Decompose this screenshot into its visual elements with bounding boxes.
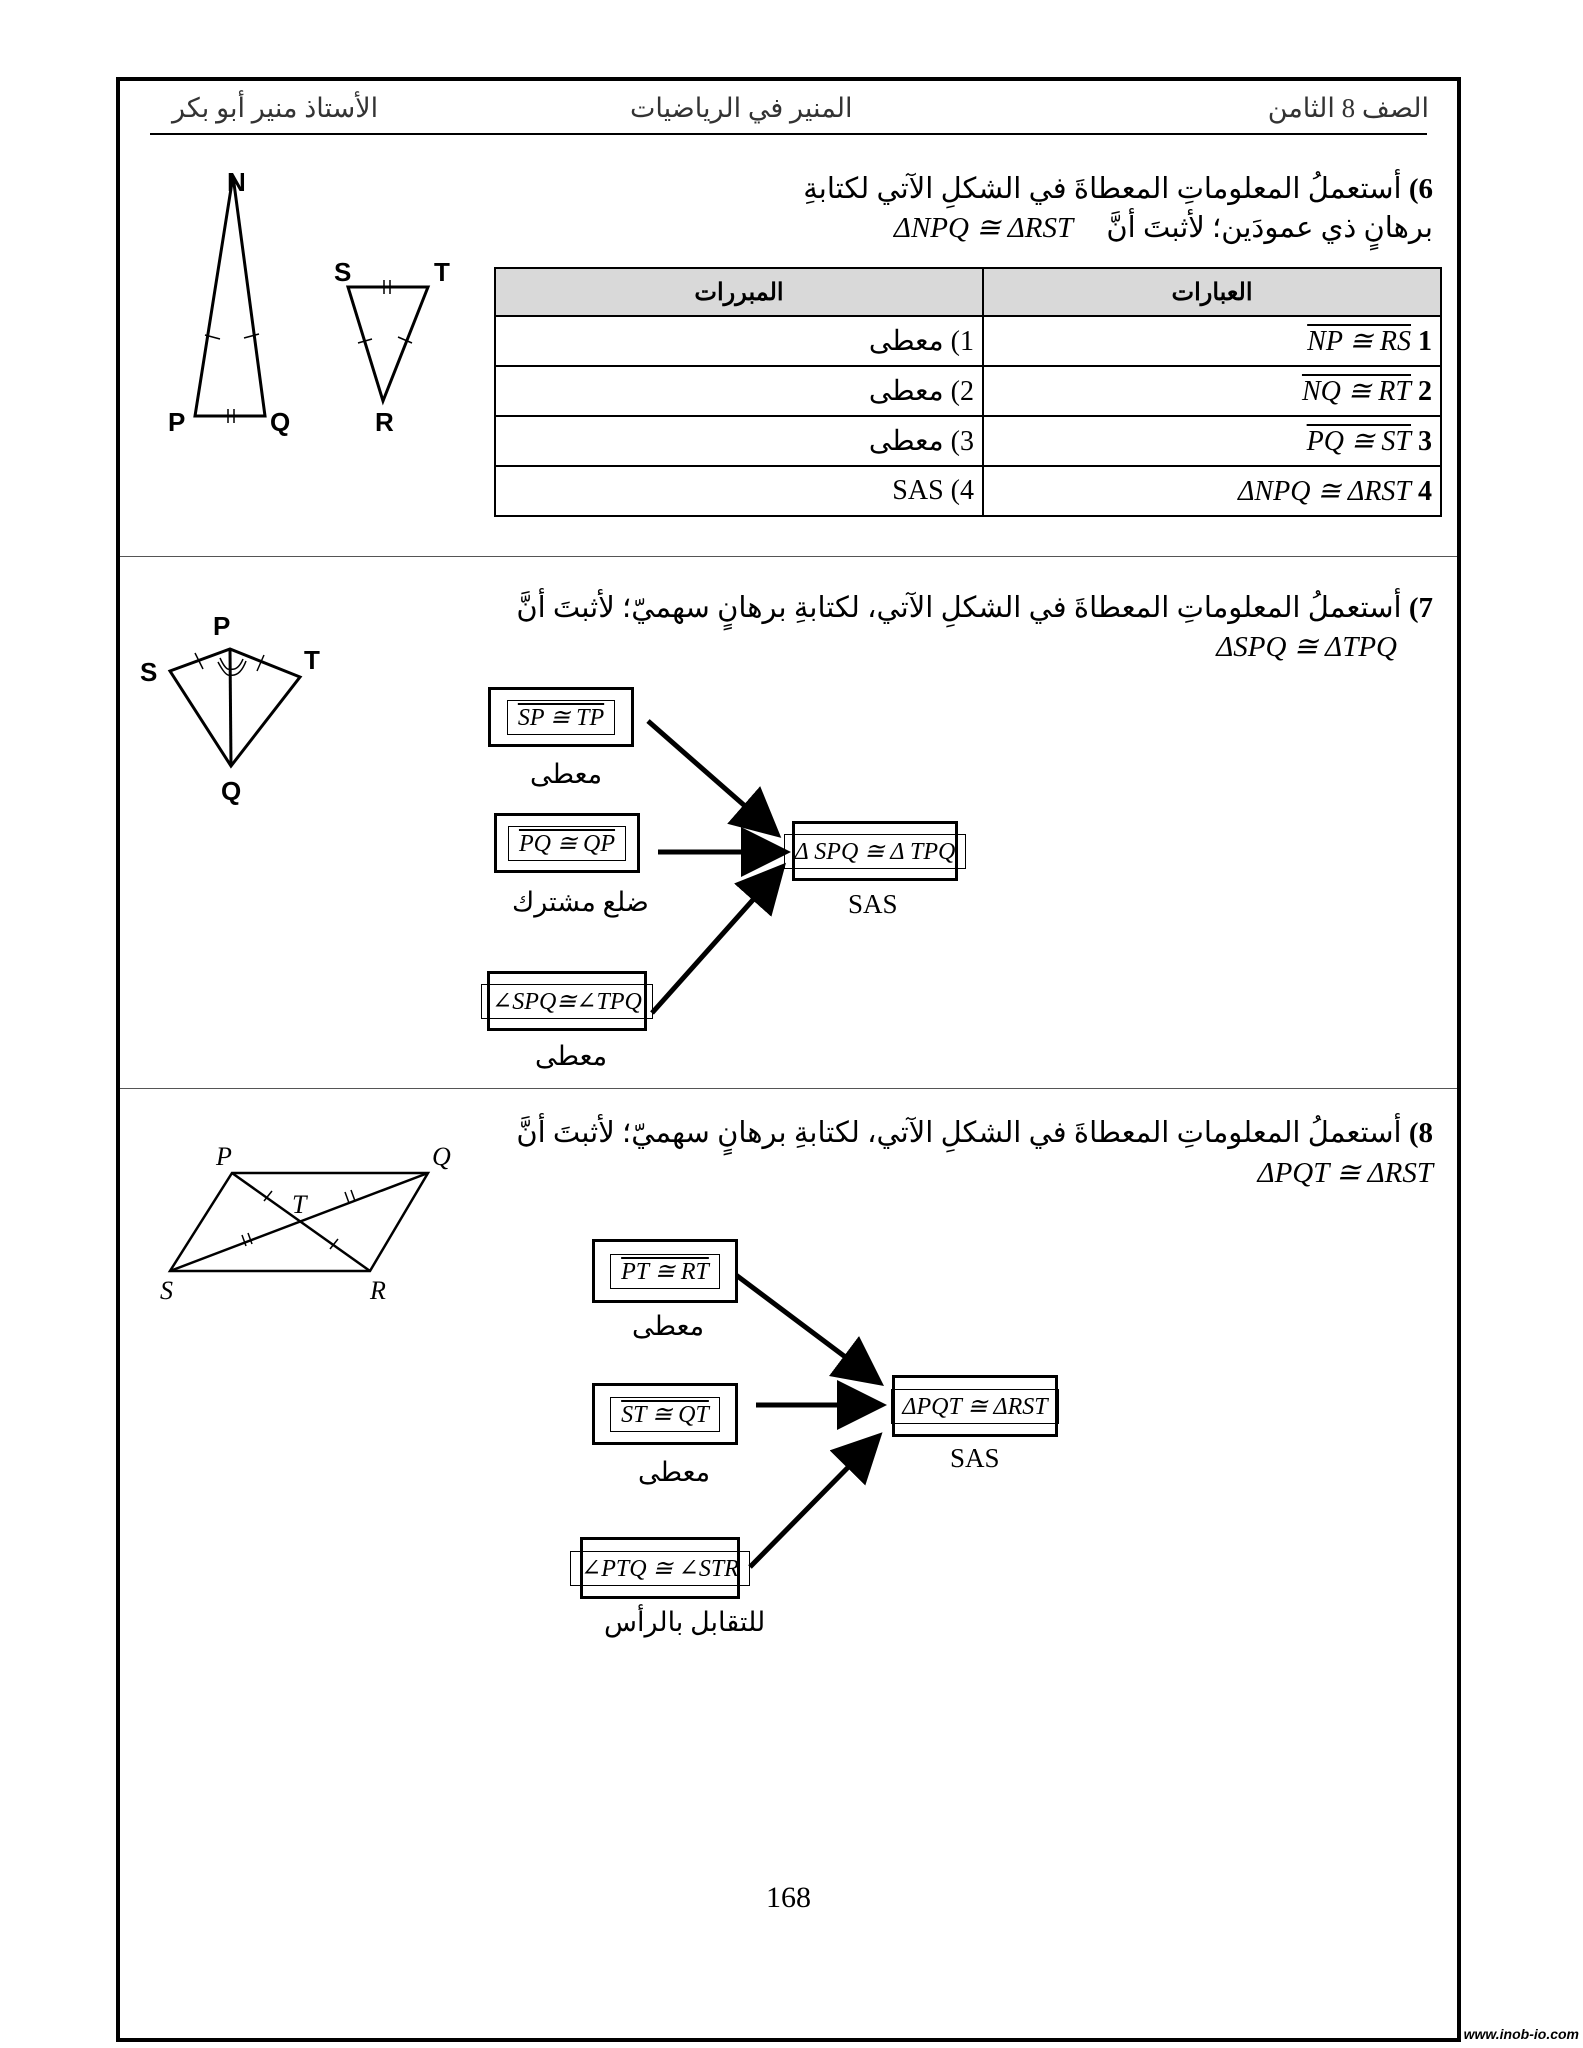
label-s: S <box>140 657 158 687</box>
q7-box1-text: SP ≅ TP <box>507 700 615 735</box>
q7-reason2: ضلع مشترك <box>512 887 649 917</box>
statement-text: PQ ≅ ST <box>1306 426 1411 457</box>
q8-reason2: معطى <box>638 1457 711 1487</box>
label-t: T <box>434 257 450 287</box>
q8-text-line2 <box>1258 1153 1433 1193</box>
label-t: T <box>304 645 320 675</box>
reason-cell: 1) معطى <box>495 316 983 366</box>
col-statements-header: العبارات <box>983 268 1441 316</box>
header-grade: الصف 8 الثامن <box>1267 93 1429 123</box>
q8-figure <box>160 1121 451 1321</box>
q8-box3 <box>580 1537 740 1599</box>
q6-line2: برهانٍ ذي عمودَين؛ لأثبتَ أنَّ <box>1106 212 1433 244</box>
label-t: T <box>292 1190 307 1219</box>
q6-line1: أستعملُ المعلوماتِ المعطاةَ في الشكلِ الآتي لكتابةِ <box>803 173 1402 205</box>
row-number: 2 <box>1418 376 1432 407</box>
q8-box1 <box>592 1239 738 1303</box>
col-reasons-header: المبررات <box>495 268 983 316</box>
header-teacher: الأستاذ منير أبو بكر <box>172 93 379 123</box>
q7-result-reason: SAS <box>848 889 898 919</box>
q7-box3-text: ∠SPQ≅∠TPQ <box>481 984 653 1019</box>
reason-cell: 2) معطى <box>495 366 983 416</box>
page-number: 168 <box>766 1881 811 1914</box>
q8-box2 <box>592 1383 738 1445</box>
q8-result-box <box>892 1375 1058 1437</box>
q6-number: 6) <box>1408 173 1433 205</box>
q8-line1: أستعملُ المعلوماتِ المعطاةَ في الشكلِ الآتي، لكتابةِ برهانٍ سهميّ؛ لأثبتَ أنَّ <box>516 1117 1402 1149</box>
q8-result-text: ΔPQT ≅ ΔRST <box>891 1389 1058 1424</box>
q7-result-text: Δ SPQ ≅ Δ TPQ <box>784 834 967 869</box>
label-q: Q <box>270 407 291 437</box>
q8-text-line1 <box>516 1113 1433 1153</box>
label-p: P <box>168 407 186 437</box>
header-book-title: المنير في الرياضيات <box>630 93 853 123</box>
label-r: R <box>370 1276 386 1305</box>
q7-reason1: معطى <box>530 759 603 789</box>
row-number: 3 <box>1418 426 1432 457</box>
q8-box3-text: ∠PTQ ≅ ∠STR <box>570 1551 750 1586</box>
statement-text: ΔNPQ ≅ ΔRST <box>1237 476 1411 507</box>
reason-cell: 3) معطى <box>495 416 983 466</box>
label-p: P <box>213 611 231 641</box>
label-s: S <box>334 257 352 287</box>
q7-box2-text: PQ ≅ QP <box>508 826 626 861</box>
divider-q7-q8 <box>120 1088 1457 1089</box>
q7-line1: أستعملُ المعلوماتِ المعطاةَ في الشكلِ الآتي، لكتابةِ برهانٍ سهميّ؛ لأثبتَ أنَّ <box>516 592 1402 624</box>
q8-number: 8) <box>1408 1117 1433 1149</box>
footer-url: www.inob-io.com <box>1463 2026 1579 2042</box>
q8-reason1: معطى <box>632 1311 705 1341</box>
reason-cell: SAS (4 <box>495 466 983 516</box>
label-q: Q <box>432 1142 451 1171</box>
q7-reason3: معطى <box>535 1041 608 1071</box>
diagonal-qs <box>170 1173 428 1271</box>
statement-text: NQ ≅ RT <box>1301 376 1411 407</box>
label-q: Q <box>221 776 242 806</box>
q8-box2-text: ST ≅ QT <box>610 1397 720 1432</box>
row-number: 1 <box>1418 326 1432 357</box>
label-n: N <box>227 167 246 197</box>
label-s: S <box>160 1276 173 1305</box>
q6-goal: ΔNPQ ≅ ΔRST <box>893 212 1074 244</box>
q7-number: 7) <box>1408 592 1433 624</box>
q8-result-reason: SAS <box>950 1443 1000 1473</box>
q8-arrow-3 <box>750 1443 872 1567</box>
q8-arrow-1 <box>736 1275 872 1377</box>
row-number: 4 <box>1418 476 1432 507</box>
page-frame <box>116 77 1461 2042</box>
q7-arrow-1 <box>648 721 770 828</box>
q8-reason3: للتقابل بالرأس <box>604 1607 766 1637</box>
q7-goal: ΔSPQ ≅ ΔTPQ <box>1216 631 1397 663</box>
q8-box1-text: PT ≅ RT <box>610 1254 720 1289</box>
q7-arrow-3 <box>652 874 776 1013</box>
q8-goal: ΔPQT ≅ ΔRST <box>1257 1157 1433 1189</box>
label-p: P <box>216 1142 232 1171</box>
q7-arrows <box>120 81 1465 2046</box>
label-r: R <box>375 407 394 437</box>
statement-text: NP ≅ RS <box>1307 326 1411 357</box>
